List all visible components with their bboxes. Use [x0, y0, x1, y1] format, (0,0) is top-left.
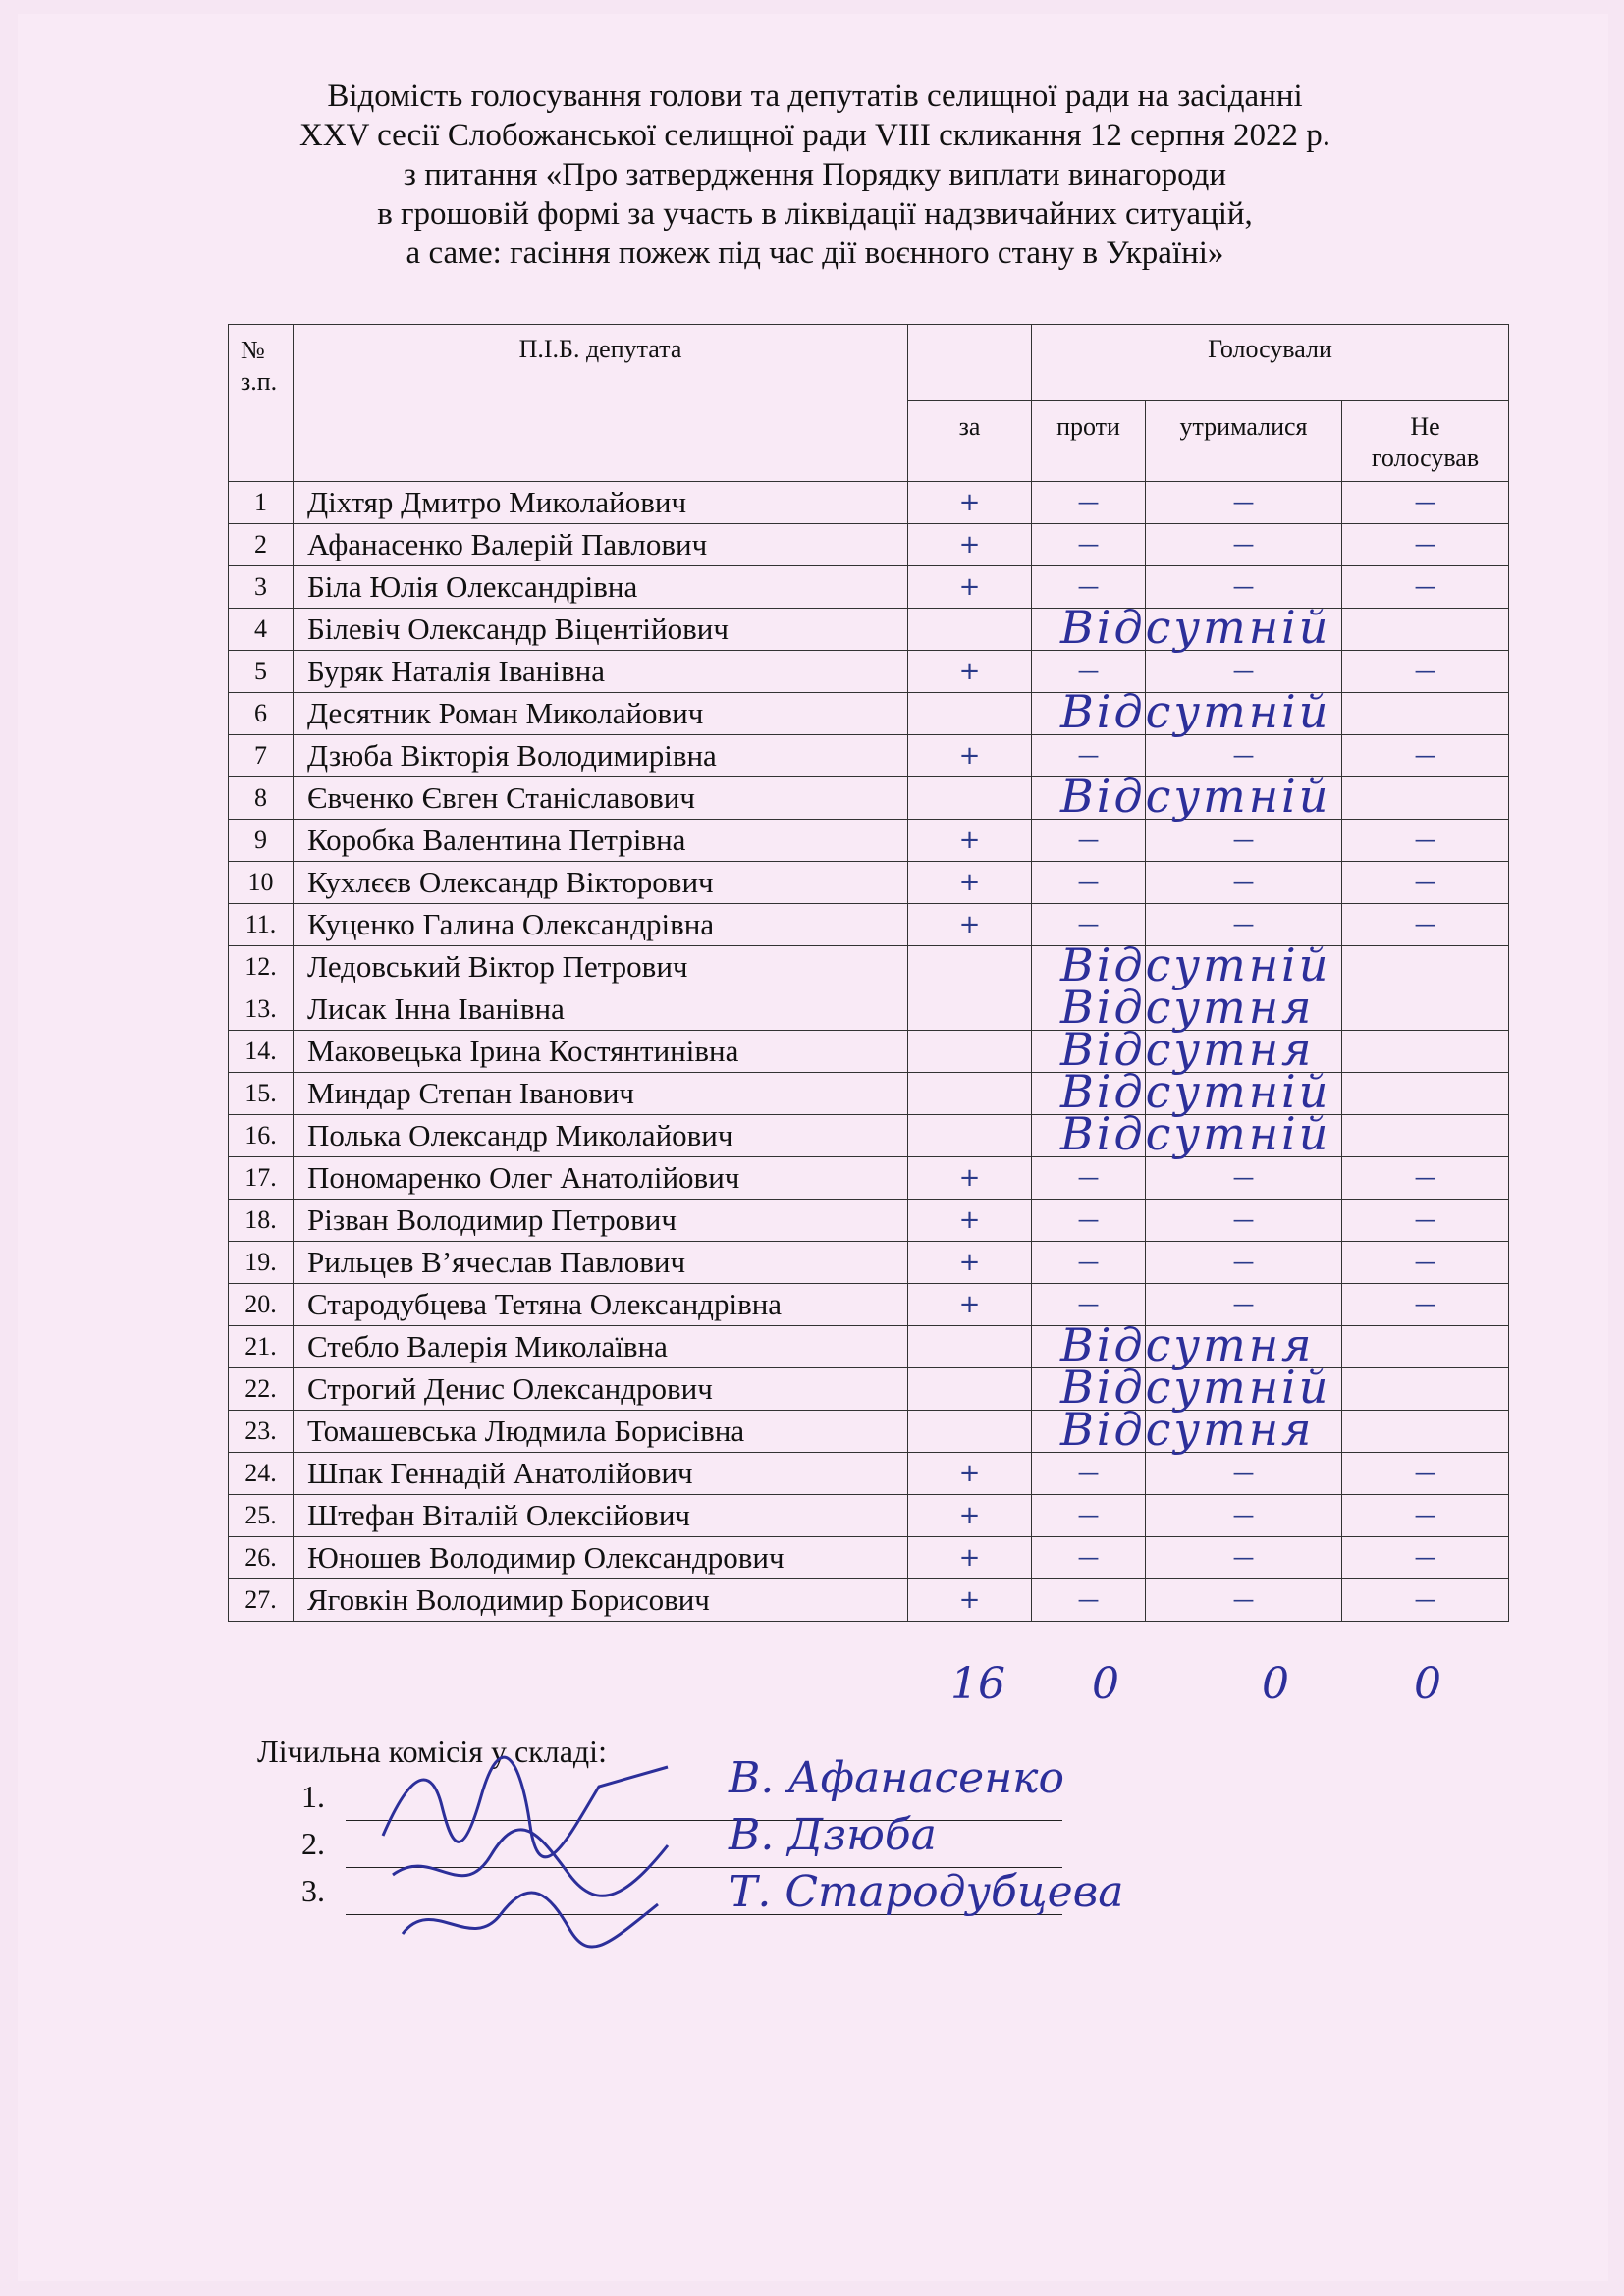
deputy-name: Томашевська Людмила Борисівна [294, 1411, 908, 1453]
table-row [229, 651, 1509, 693]
vote-abstain [1146, 1115, 1342, 1157]
vote-against: — [1032, 1242, 1146, 1284]
commission-label: Лічильна комісія у складі: [257, 1734, 607, 1769]
vote-for [908, 1411, 1032, 1453]
vote-notvoted: — [1342, 820, 1509, 862]
vote-for [908, 777, 1032, 820]
vote-notvoted [1342, 988, 1509, 1031]
total-abstain: 0 [1262, 1659, 1289, 1709]
vote-notvoted: — [1342, 862, 1509, 904]
vote-against: — [1032, 1495, 1146, 1537]
total-notvoted: 0 [1414, 1659, 1441, 1709]
vote-for: + [908, 482, 1032, 524]
vote-for: + [908, 1579, 1032, 1622]
signature-2 [393, 1830, 668, 1896]
table-row [229, 777, 1509, 820]
vote-against: — [1032, 482, 1146, 524]
signature-3 [403, 1893, 658, 1947]
vote-notvoted [1342, 1368, 1509, 1411]
header-notvoted [1342, 401, 1509, 482]
table-row [229, 524, 1509, 566]
vote-abstain: — [1146, 482, 1342, 524]
vote-abstain: — [1146, 1537, 1342, 1579]
deputy-name: Миндар Степан Іванович [294, 1073, 908, 1115]
table-row [229, 1073, 1509, 1115]
vote-notvoted: — [1342, 651, 1509, 693]
vote-notvoted [1342, 693, 1509, 735]
row-number: 19. [229, 1242, 294, 1284]
deputy-name: Юношев Володимир Олександрович [294, 1537, 908, 1579]
vote-for [908, 988, 1032, 1031]
deputy-name: Білевіч Олександр Віцентійович [294, 609, 908, 651]
handwritten-signatures [373, 1747, 697, 1973]
vote-against: — [1032, 566, 1146, 609]
vote-abstain: — [1146, 566, 1342, 609]
header-blank [908, 325, 1032, 401]
vote-against: — [1032, 862, 1146, 904]
table-row [229, 1326, 1509, 1368]
deputy-name: Стебло Валерія Миколаївна [294, 1326, 908, 1368]
row-number: 1 [229, 482, 294, 524]
deputy-name: Афанасенко Валерій Павлович [294, 524, 908, 566]
vote-abstain [1146, 693, 1342, 735]
deputy-name: Кухлєєв Олександр Вікторович [294, 862, 908, 904]
row-number: 3 [229, 566, 294, 609]
absent-annotation: Відсутня [1060, 1402, 1315, 1456]
absent-annotation: Відсутній [1060, 1360, 1331, 1414]
absent-annotation: Відсутній [1060, 1106, 1331, 1160]
table-row [229, 820, 1509, 862]
vote-for: + [908, 651, 1032, 693]
vote-notvoted [1342, 609, 1509, 651]
table-row [229, 904, 1509, 946]
header-notvoted-line2: голосував [1371, 444, 1480, 472]
vote-for: + [908, 566, 1032, 609]
row-number: 8 [229, 777, 294, 820]
vote-for [908, 946, 1032, 988]
row-number: 12. [229, 946, 294, 988]
vote-notvoted: — [1342, 1284, 1509, 1326]
commission-member-3 [301, 1873, 325, 1909]
vote-for [908, 1326, 1032, 1368]
deputy-name: Куценко Галина Олександрівна [294, 904, 908, 946]
vote-for: + [908, 735, 1032, 777]
vote-against [1032, 1115, 1146, 1157]
vote-for [908, 693, 1032, 735]
deputy-name: Біла Юлія Олександрівна [294, 566, 908, 609]
vote-for [908, 1073, 1032, 1115]
vote-against [1032, 1411, 1146, 1453]
header-notvoted-line1: Не [1410, 412, 1440, 441]
row-number: 4 [229, 609, 294, 651]
total-for: 16 [950, 1659, 1005, 1709]
table-row [229, 735, 1509, 777]
total-against: 0 [1092, 1659, 1119, 1709]
vote-notvoted [1342, 1073, 1509, 1115]
table-row [229, 1115, 1509, 1157]
header-abstain: утрималися [1146, 401, 1342, 482]
vote-against [1032, 946, 1146, 988]
deputy-name: Штефан Віталій Олексійович [294, 1495, 908, 1537]
title-line: з питання «Про затвердження Порядку виплати винагороди [403, 157, 1227, 192]
vote-against: — [1032, 904, 1146, 946]
vote-against: — [1032, 651, 1146, 693]
member-number: 2. [301, 1826, 325, 1861]
table-row [229, 609, 1509, 651]
vote-against: — [1032, 524, 1146, 566]
document-title [236, 77, 1394, 273]
deputy-name: Ледовський Віктор Петрович [294, 946, 908, 988]
member-number: 1. [301, 1779, 325, 1814]
deputy-name: Яговкін Володимир Борисович [294, 1579, 908, 1622]
deputy-name: Стародубцева Тетяна Олександрівна [294, 1284, 908, 1326]
row-number: 5 [229, 651, 294, 693]
absent-annotation: Відсутній [1060, 769, 1331, 823]
vote-notvoted: — [1342, 904, 1509, 946]
row-number: 23. [229, 1411, 294, 1453]
table-row [229, 1537, 1509, 1579]
row-number: 17. [229, 1157, 294, 1200]
vote-abstain: — [1146, 862, 1342, 904]
header-against: проти [1032, 401, 1146, 482]
vote-for [908, 1115, 1032, 1157]
table-row [229, 1453, 1509, 1495]
row-number: 22. [229, 1368, 294, 1411]
deputy-name: Полька Олександр Миколайович [294, 1115, 908, 1157]
vote-abstain: — [1146, 735, 1342, 777]
row-number: 21. [229, 1326, 294, 1368]
vote-abstain: — [1146, 1157, 1342, 1200]
vote-against: — [1032, 1453, 1146, 1495]
absent-annotation: Відсутній [1060, 600, 1331, 654]
vote-notvoted [1342, 1411, 1509, 1453]
deputy-name: Пономаренко Олег Анатолійович [294, 1157, 908, 1200]
vote-abstain [1146, 1411, 1342, 1453]
row-number: 9 [229, 820, 294, 862]
vote-notvoted [1342, 946, 1509, 988]
vote-abstain: — [1146, 1200, 1342, 1242]
vote-rows [229, 482, 1509, 1622]
row-number: 26. [229, 1537, 294, 1579]
member-name-3: Т. Стародубцева [729, 1867, 1124, 1917]
vote-notvoted: — [1342, 1453, 1509, 1495]
header-number-line2: з.п. [241, 367, 278, 396]
vote-against: — [1032, 1579, 1146, 1622]
vote-abstain [1146, 988, 1342, 1031]
row-number: 7 [229, 735, 294, 777]
row-number: 13. [229, 988, 294, 1031]
deputy-name: Буряк Наталія Іванівна [294, 651, 908, 693]
row-number: 18. [229, 1200, 294, 1242]
deputy-name: Строгий Денис Олександрович [294, 1368, 908, 1411]
vote-against [1032, 609, 1146, 651]
vote-against [1032, 988, 1146, 1031]
vote-for: + [908, 1537, 1032, 1579]
voting-table [228, 324, 1509, 1622]
row-number: 20. [229, 1284, 294, 1326]
row-number: 25. [229, 1495, 294, 1537]
row-number: 27. [229, 1579, 294, 1622]
deputy-name: Шпак Геннадій Анатолійович [294, 1453, 908, 1495]
vote-against [1032, 777, 1146, 820]
title-line: а саме: гасіння пожеж під час дії воєнного стану в Україні» [406, 236, 1224, 271]
deputy-name: Дзюба Вікторія Володимирівна [294, 735, 908, 777]
vote-notvoted [1342, 1115, 1509, 1157]
vote-for: + [908, 862, 1032, 904]
vote-for [908, 609, 1032, 651]
vote-against: — [1032, 1200, 1146, 1242]
vote-against: — [1032, 1284, 1146, 1326]
vote-against: — [1032, 1537, 1146, 1579]
deputy-name: Десятник Роман Миколайович [294, 693, 908, 735]
vote-notvoted: — [1342, 1200, 1509, 1242]
vote-abstain: — [1146, 1453, 1342, 1495]
table-row [229, 1368, 1509, 1411]
vote-notvoted: — [1342, 1157, 1509, 1200]
vote-for [908, 1031, 1032, 1073]
vote-abstain: — [1146, 1495, 1342, 1537]
vote-abstain: — [1146, 524, 1342, 566]
commission-member-2 [301, 1826, 325, 1862]
table-row [229, 1200, 1509, 1242]
member-name-2: В. Дзюба [729, 1810, 937, 1860]
deputy-name: Маковецька Ірина Костянтинівна [294, 1031, 908, 1073]
vote-abstain [1146, 946, 1342, 988]
table-row [229, 1411, 1509, 1453]
vote-totals [0, 1659, 1624, 1718]
table-row [229, 1242, 1509, 1284]
vote-abstain: — [1146, 1242, 1342, 1284]
vote-notvoted [1342, 1326, 1509, 1368]
vote-abstain: — [1146, 904, 1342, 946]
vote-abstain [1146, 1368, 1342, 1411]
vote-abstain: — [1146, 1579, 1342, 1622]
table-row [229, 1495, 1509, 1537]
vote-for: + [908, 1242, 1032, 1284]
vote-abstain [1146, 1073, 1342, 1115]
title-line: Відомість голосування голови та депутатів селищної ради на засіданні [327, 79, 1303, 114]
title-line: XXV сесії Слобожанської селищної ради VIII скликання 12 серпня 2022 р. [298, 118, 1331, 153]
deputy-name: Коробка Валентина Петрівна [294, 820, 908, 862]
vote-notvoted: — [1342, 735, 1509, 777]
vote-against [1032, 693, 1146, 735]
absent-annotation: Відсутній [1060, 684, 1331, 738]
table-row [229, 1157, 1509, 1200]
commission-member-1 [301, 1779, 325, 1815]
title-line: в грошовій формі за участь в ліквідації надзвичайних ситуацій, [377, 196, 1253, 232]
table-row [229, 1579, 1509, 1622]
vote-abstain [1146, 1326, 1342, 1368]
absent-annotation: Відсутня [1060, 980, 1315, 1034]
member-number: 3. [301, 1873, 325, 1908]
vote-abstain: — [1146, 651, 1342, 693]
row-number: 16. [229, 1115, 294, 1157]
absent-annotation: Відсутня [1060, 1317, 1315, 1371]
deputy-name: Різван Володимир Петрович [294, 1200, 908, 1242]
vote-against: — [1032, 735, 1146, 777]
absent-annotation: Відсутній [1060, 1064, 1331, 1118]
vote-notvoted: — [1342, 524, 1509, 566]
row-number: 14. [229, 1031, 294, 1073]
deputy-name: Євченко Євген Станіславович [294, 777, 908, 820]
member-name-1: В. Афанасенко [729, 1753, 1064, 1803]
header-number [229, 325, 294, 482]
vote-against [1032, 1326, 1146, 1368]
vote-against [1032, 1073, 1146, 1115]
deputy-name: Рильцев В’ячеслав Павлович [294, 1242, 908, 1284]
row-number: 2 [229, 524, 294, 566]
header-number-line1: № [241, 336, 265, 364]
header-name: П.І.Б. депутата [294, 325, 908, 482]
vote-for: + [908, 1495, 1032, 1537]
table-row [229, 946, 1509, 988]
vote-abstain [1146, 609, 1342, 651]
vote-for: + [908, 904, 1032, 946]
vote-notvoted: — [1342, 1495, 1509, 1537]
deputy-name: Лисак Інна Іванівна [294, 988, 908, 1031]
table-row [229, 482, 1509, 524]
vote-for: + [908, 1453, 1032, 1495]
vote-abstain [1146, 777, 1342, 820]
vote-for [908, 1368, 1032, 1411]
table-row [229, 693, 1509, 735]
row-number: 15. [229, 1073, 294, 1115]
vote-notvoted: — [1342, 566, 1509, 609]
vote-abstain: — [1146, 820, 1342, 862]
vote-abstain: — [1146, 1284, 1342, 1326]
vote-notvoted [1342, 777, 1509, 820]
row-number: 6 [229, 693, 294, 735]
table-row [229, 862, 1509, 904]
row-number: 11. [229, 904, 294, 946]
header-for: за [908, 401, 1032, 482]
deputy-name: Діхтяр Дмитро Миколайович [294, 482, 908, 524]
vote-for: + [908, 524, 1032, 566]
vote-for: + [908, 1157, 1032, 1200]
table-row [229, 1031, 1509, 1073]
vote-for: + [908, 1200, 1032, 1242]
vote-notvoted: — [1342, 1537, 1509, 1579]
signature-1 [383, 1757, 668, 1857]
vote-for: + [908, 820, 1032, 862]
vote-notvoted: — [1342, 1579, 1509, 1622]
vote-notvoted: — [1342, 482, 1509, 524]
table-row [229, 988, 1509, 1031]
vote-against [1032, 1368, 1146, 1411]
vote-against: — [1032, 1157, 1146, 1200]
absent-annotation: Відсутня [1060, 1022, 1315, 1076]
vote-notvoted [1342, 1031, 1509, 1073]
table-row [229, 1284, 1509, 1326]
row-number: 10 [229, 862, 294, 904]
vote-against [1032, 1031, 1146, 1073]
vote-abstain [1146, 1031, 1342, 1073]
vote-against: — [1032, 820, 1146, 862]
vote-for: + [908, 1284, 1032, 1326]
table-row [229, 566, 1509, 609]
absent-annotation: Відсутній [1060, 937, 1331, 991]
row-number: 24. [229, 1453, 294, 1495]
vote-notvoted: — [1342, 1242, 1509, 1284]
header-voted: Голосували [1032, 325, 1509, 401]
